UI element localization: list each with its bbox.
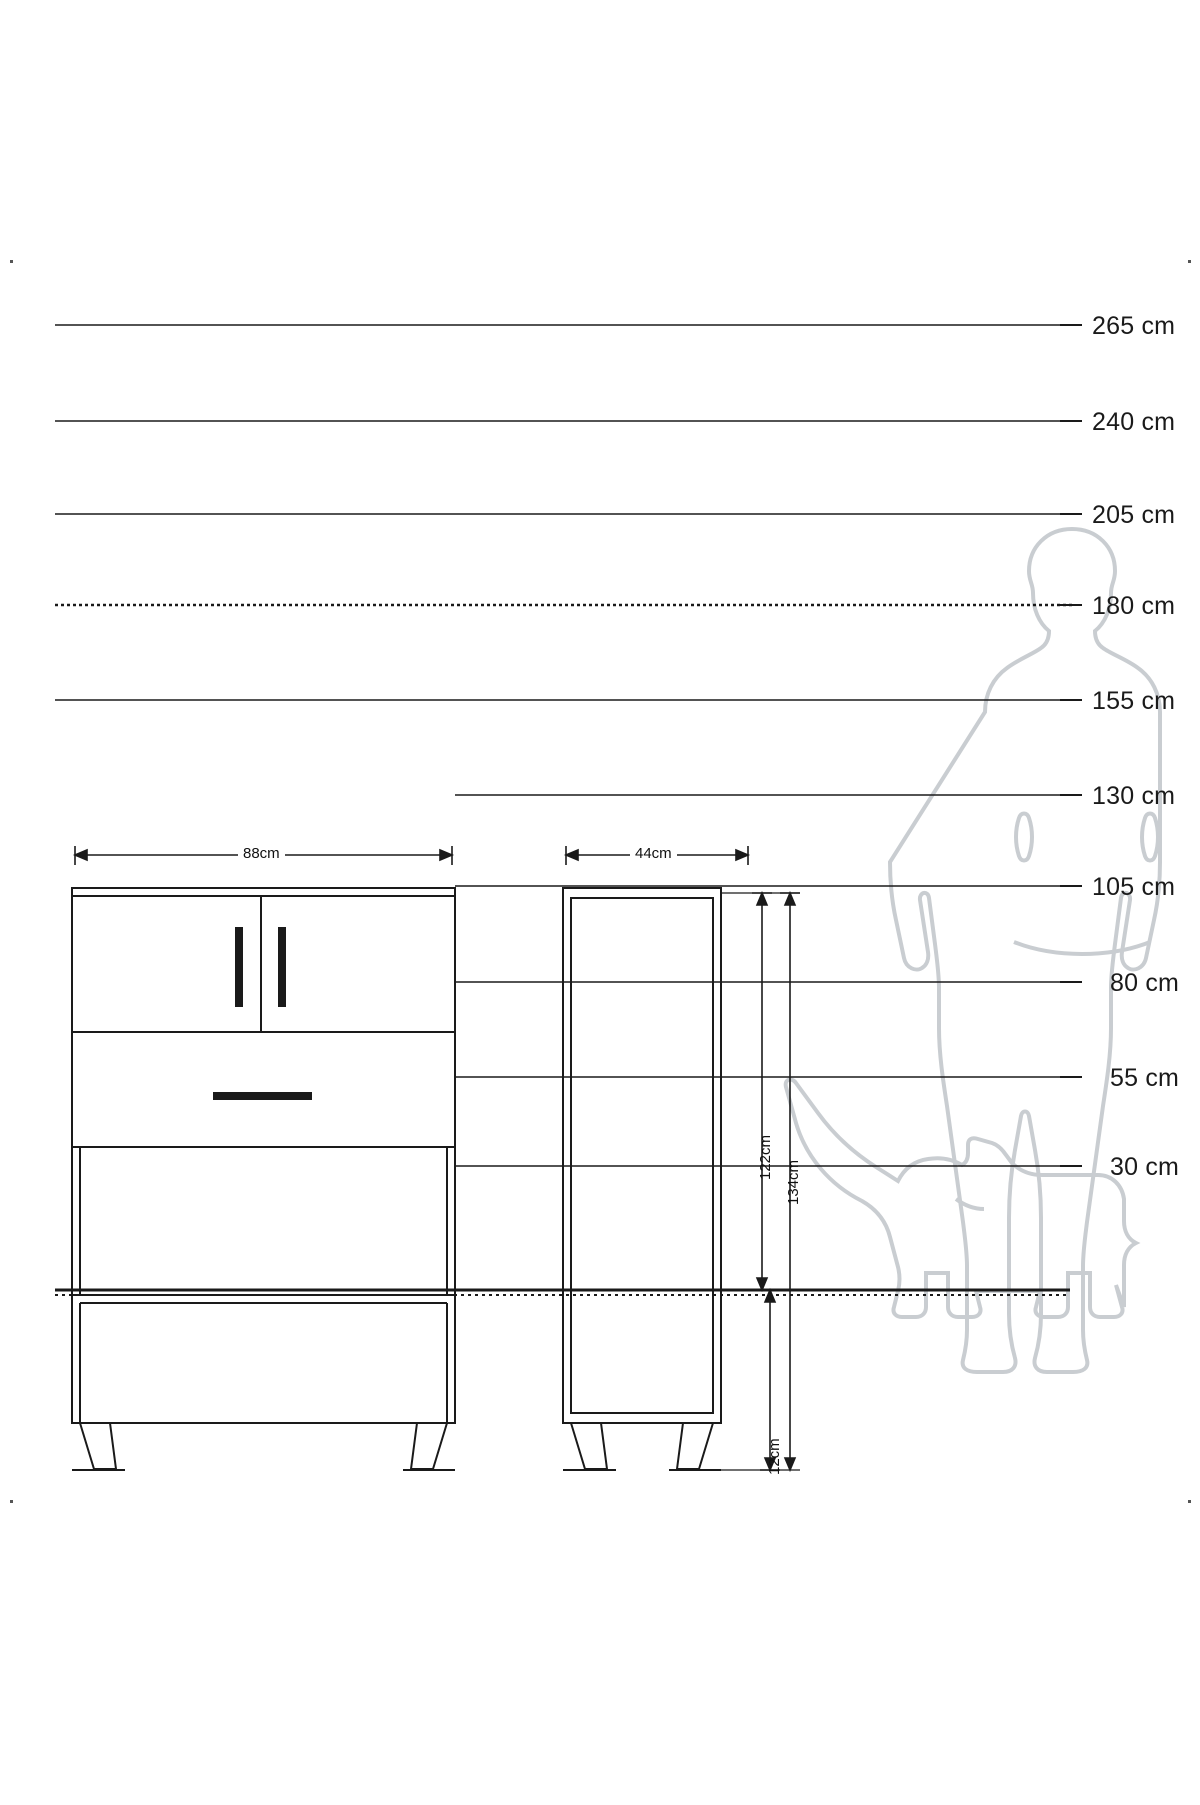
scale-label-105: 105 cm xyxy=(1092,873,1176,901)
scale-label-265: 265 cm xyxy=(1092,312,1176,340)
scale-label-205: 205 cm xyxy=(1092,501,1176,529)
registration-dot-bottom-right xyxy=(1188,1500,1191,1503)
scale-label-80: 80 cm xyxy=(1110,969,1180,997)
tall-narrow-cabinet-drawing xyxy=(563,888,721,1470)
scale-label-240: 240 cm xyxy=(1092,408,1176,436)
scale-label-30: 30 cm xyxy=(1110,1153,1180,1181)
scale-label-130: 130 cm xyxy=(1092,782,1176,810)
registration-dot-top-right xyxy=(1188,260,1191,263)
dimension-label-tall-unit-width: 44cm xyxy=(630,845,677,862)
registration-dot-top-left xyxy=(10,260,13,263)
two-door-cabinet-drawing xyxy=(72,888,455,1470)
registration-dot-bottom-left xyxy=(10,1500,13,1503)
dimension-label-tall-unit-body-height: 122cm xyxy=(757,1134,774,1180)
scale-label-155: 155 cm xyxy=(1092,687,1176,715)
dimension-label-tall-unit-total-height: 134cm xyxy=(785,1159,802,1205)
scale-label-180: 180 cm xyxy=(1092,592,1176,620)
dimension-label-leg-height: 12cm xyxy=(766,1438,783,1475)
human-silhouette-shape xyxy=(890,529,1160,1372)
dimension-label-cabinet-width: 88cm xyxy=(238,845,285,862)
scale-label-55: 55 cm xyxy=(1110,1064,1180,1092)
